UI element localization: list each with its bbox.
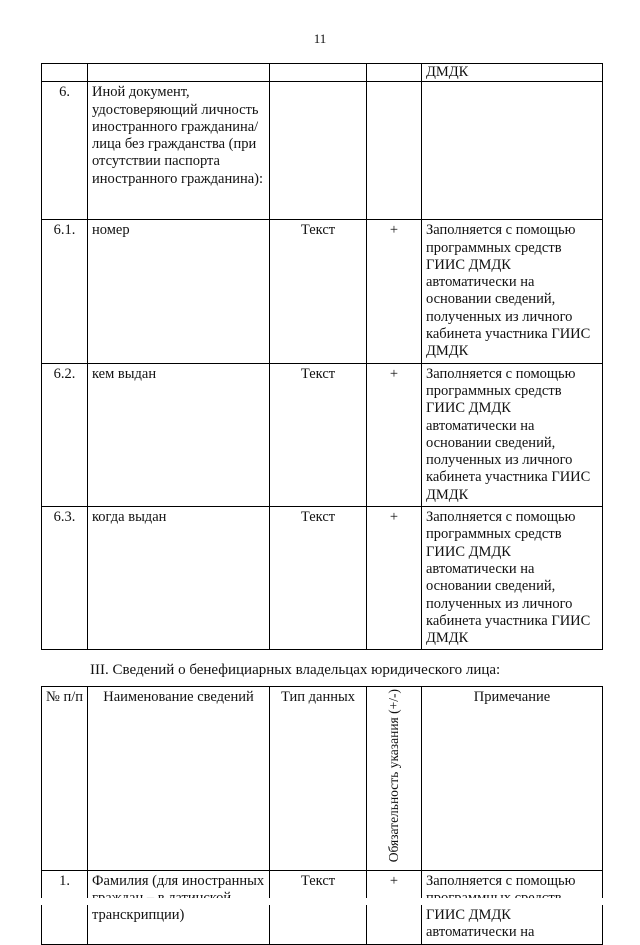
row-num-cell: 6. — [42, 82, 88, 220]
row-num-cell: 1. — [42, 870, 88, 944]
row-note-cell: Заполняется с помощью программных средств ГИИС ДМДК автоматически на основании сведений, полученных из личного кабинета участника ГИИС ДМДК — [422, 363, 603, 506]
table-row — [42, 870, 603, 944]
row-name-cell: кем выдан — [88, 363, 270, 506]
row-name-cell — [88, 64, 270, 82]
row-name-cell: номер — [88, 220, 270, 363]
header-required-cell — [367, 687, 422, 871]
page-number: 11 — [313, 31, 327, 46]
fields-table-continued — [41, 63, 603, 650]
header-name: Наименование сведений — [88, 687, 270, 871]
row-num-cell: 6.3. — [42, 507, 88, 650]
row-type-cell — [270, 64, 367, 82]
row-type-cell — [270, 82, 367, 220]
row-required-cell: + — [367, 363, 422, 506]
row-required-cell: + — [367, 507, 422, 650]
header-required: Обязательность указания (+/-) — [386, 689, 401, 863]
row-required-cell: + — [367, 870, 422, 944]
table-row — [42, 363, 603, 506]
row-type-cell: Текст — [270, 220, 367, 363]
row-type-cell: Текст — [270, 507, 367, 650]
row-required-cell — [367, 64, 422, 82]
row-type-cell: Текст — [270, 870, 367, 944]
row-name-cell: когда выдан — [88, 507, 270, 650]
row-note-cell: Заполняется с помощью программных средств ГИИС ДМДК автоматически на основании сведений, полученных из личного кабинета участника ГИИС ДМДК — [422, 220, 603, 363]
row-required-cell — [367, 82, 422, 220]
row-note-cell — [422, 82, 603, 220]
row-num-cell: 6.1. — [42, 220, 88, 363]
row-type-cell: Текст — [270, 363, 367, 506]
header-note: Примечание — [422, 687, 603, 871]
table-row — [42, 82, 603, 220]
row-note-cell: ДМДК — [422, 64, 603, 82]
table-row — [42, 64, 603, 82]
header-num: № п/п — [42, 687, 88, 871]
header-type: Тип данных — [270, 687, 367, 871]
row-num-cell — [42, 64, 88, 82]
row-name-cell: Фамилия (для иностранных транскрипции) — [88, 870, 270, 944]
row-name-cell: Иной документ, удостоверяющий личность иностранного гражданина/лица без гражданства (при отсутствии паспорта иностранного гражданина): — [88, 82, 270, 220]
row-required-cell: + — [367, 220, 422, 363]
table-row — [42, 220, 603, 363]
table-header-row — [42, 687, 603, 871]
table-row — [42, 507, 603, 650]
row-num-cell: 6.2. — [42, 363, 88, 506]
beneficiaries-table — [41, 686, 603, 945]
row-note-cell: Заполняется с помощью программных средств ГИИС ДМДК автоматически на основании сведений, полученных из личного кабинета участника ГИИС ДМДК — [422, 507, 603, 650]
row-note-cell: Заполняется с помощью ГИИС ДМДК автоматически на — [422, 870, 603, 944]
page-bottom-edge — [0, 898, 640, 905]
section-heading: III. Сведений о бенефициарных владельцах юридического лица: — [90, 662, 501, 678]
